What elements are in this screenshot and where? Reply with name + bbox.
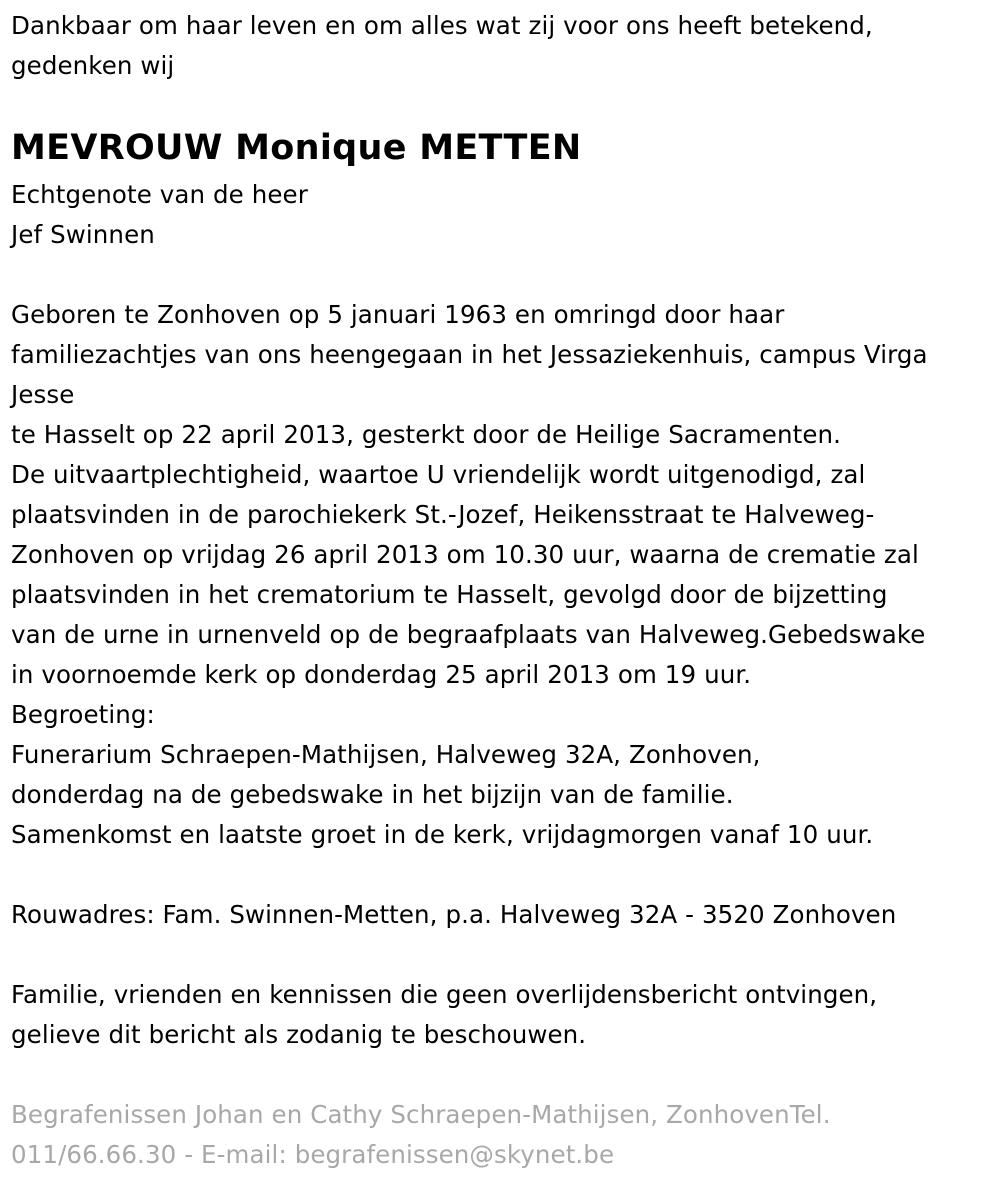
notice-body bbox=[11, 295, 988, 855]
footer-line: 011/66.66.30 - E-mail: begrafenissen@skynet.be bbox=[11, 1140, 615, 1169]
funeral-home-footer bbox=[11, 1095, 988, 1175]
body-line: Begroeting: bbox=[11, 700, 155, 729]
body-line: van de urne in urnenveld op de begraafplaats van Halveweg.Gebedswake bbox=[11, 620, 926, 649]
body-line: Jesse bbox=[11, 380, 75, 409]
mourning-address bbox=[11, 895, 988, 935]
footer-line: Begrafenissen Johan en Cathy Schraepen-Mathijsen, ZonhovenTel. bbox=[11, 1100, 831, 1129]
closing-text bbox=[11, 975, 988, 1055]
body-line: Zonhoven op vrijdag 26 april 2013 om 10.30 uur, waarna de crematie zal bbox=[11, 540, 919, 569]
closing-line: gelieve dit bericht als zodanig te beschouwen. bbox=[11, 1020, 587, 1049]
body-line: Samenkomst en laatste groet in de kerk, vrijdagmorgen vanaf 10 uur. bbox=[11, 820, 874, 849]
intro-text bbox=[11, 0, 988, 86]
deceased-name: MEVROUW Monique METTEN bbox=[11, 128, 582, 168]
spouse-line: Echtgenote van de heer bbox=[11, 180, 308, 209]
body-line: plaatsvinden in de parochiekerk St.-Jozef, Heikensstraat te Halveweg- bbox=[11, 500, 875, 529]
closing-line: Familie, vrienden en kennissen die geen overlijdensbericht ontvingen, bbox=[11, 980, 878, 1009]
body-line: Funerarium Schraepen-Mathijsen, Halveweg 32A, Zonhoven, bbox=[11, 740, 761, 769]
spouse-line: Jef Swinnen bbox=[11, 220, 155, 249]
body-line: plaatsvinden in het crematorium te Hasselt, gevolgd door de bijzetting bbox=[11, 580, 888, 609]
body-line: te Hasselt op 22 april 2013, gesterkt door de Heilige Sacramenten. bbox=[11, 420, 842, 449]
address-line: Rouwadres: Fam. Swinnen-Metten, p.a. Halveweg 32A - 3520 Zonhoven bbox=[11, 900, 897, 929]
body-line: Geboren te Zonhoven op 5 januari 1963 en omringd door haar bbox=[11, 300, 785, 329]
body-line: donderdag na de gebedswake in het bijzijn van de familie. bbox=[11, 780, 734, 809]
intro-line: gedenken wij bbox=[11, 51, 175, 80]
spouse-info bbox=[11, 175, 988, 255]
body-line: De uitvaartplechtigheid, waartoe U vriendelijk wordt uitgenodigd, zal bbox=[11, 460, 866, 489]
body-line: in voornoemde kerk op donderdag 25 april 2013 om 19 uur. bbox=[11, 660, 752, 689]
intro-line: Dankbaar om haar leven en om alles wat zij voor ons heeft betekend, bbox=[11, 11, 873, 40]
body-line: familiezachtjes van ons heengegaan in het Jessaziekenhuis, campus Virga bbox=[11, 340, 928, 369]
